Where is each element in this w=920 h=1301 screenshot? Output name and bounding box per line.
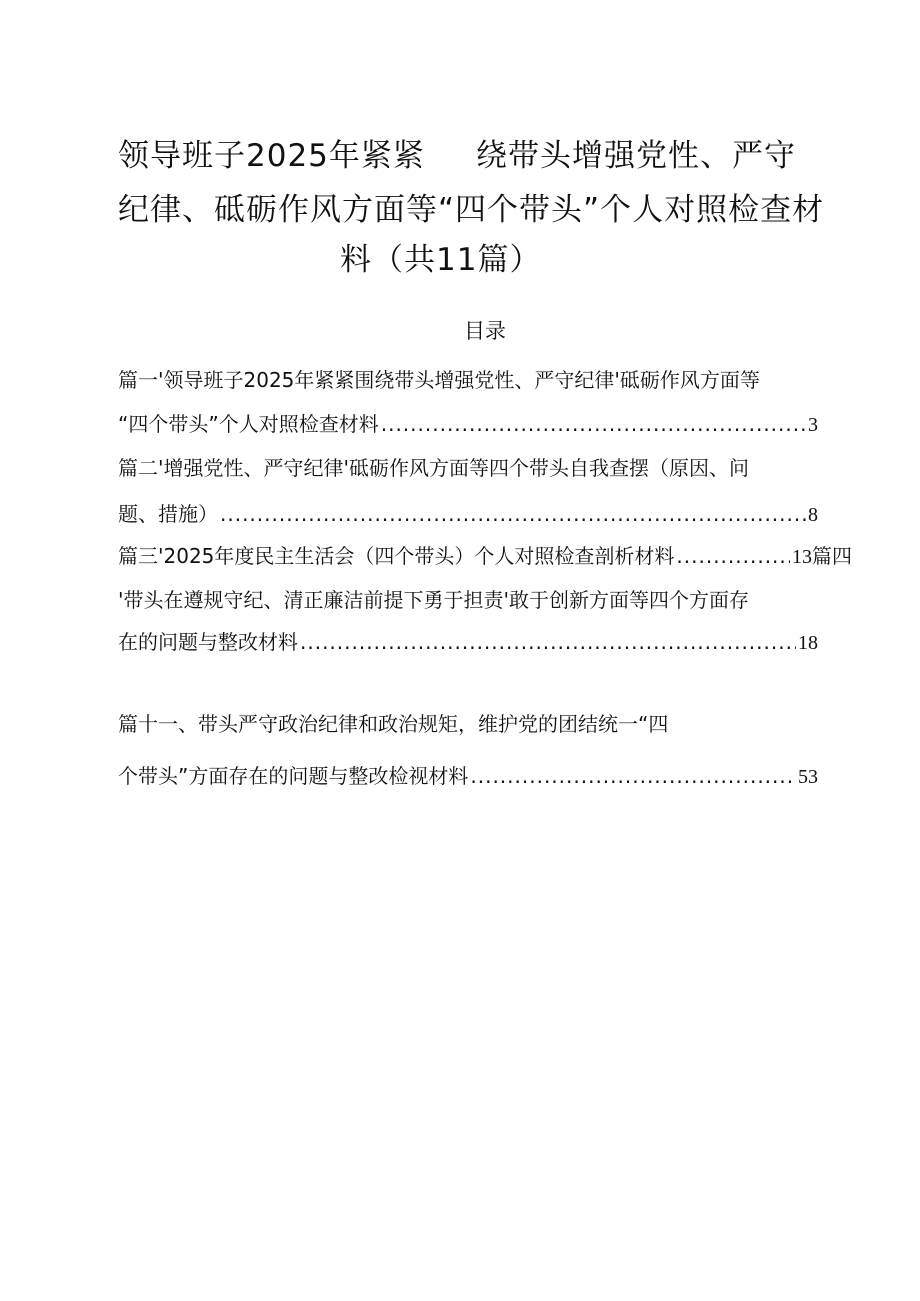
dot-leader [381,408,806,440]
title-line-2: 纪律、砥砺作风方面等“四个带头”个人对照检查材 [118,192,825,228]
toc-entry-2-line-2[interactable] [118,498,818,531]
toc-entry-4-line-1[interactable]: '带头在遵规守纪、清正廉洁前提下勇于担责'敢于创新方面等四个方面存 [118,588,749,612]
toc-entry-11-page: 53 [798,766,818,788]
toc-entry-3-text: 篇三'2025年度民主生活会（四个带头）个人对照检查剖析材料 [118,544,675,568]
toc-entry-3-page: 13 [792,546,812,568]
dot-leader [470,760,796,792]
toc-entry-11-line-2[interactable] [118,760,818,793]
toc-entry-4-page: 18 [798,632,818,654]
title-line-1b: 绕带头增强党性、严守 [476,138,796,174]
toc-entry-2-line-1[interactable]: 篇二'增强党性、严守纪律'砥砺作风方面等四个带头自我查摆（原因、问 [118,456,749,480]
toc-entry-3-line-1[interactable] [118,540,852,573]
toc-entry-4-prefix: 篇四 [812,544,852,568]
dot-leader [300,626,796,658]
toc-entry-2-text: 题、措施） [118,502,218,526]
title-line-3: 料（共11篇） [340,242,542,278]
toc-entry-1-text: “四个带头”个人对照检查材料 [118,412,379,436]
toc-entry-11-line-1[interactable]: 篇十一、带头严守政治纪律和政治规矩，维护党的团结统一“四 [118,712,669,736]
toc-heading: 目录 [464,319,506,343]
toc-entry-4-text: 在的问题与整改材料 [118,630,298,654]
toc-entry-2-page: 8 [808,504,818,526]
toc-entry-1-line-2[interactable] [118,408,818,441]
toc-entry-11-text: 个带头”方面存在的问题与整改检视材料 [118,764,469,788]
toc-entry-1-page: 3 [808,414,818,436]
title-line-1a: 领导班子2025年紧紧 [118,138,425,174]
dot-leader [220,498,806,530]
toc-entry-1-line-1[interactable]: 篇一'领导班子2025年紧紧围绕带头增强党性、严守纪律'砥砺作风方面等 [118,368,760,392]
toc-entry-4-line-2[interactable] [118,626,818,659]
dot-leader [676,540,790,572]
